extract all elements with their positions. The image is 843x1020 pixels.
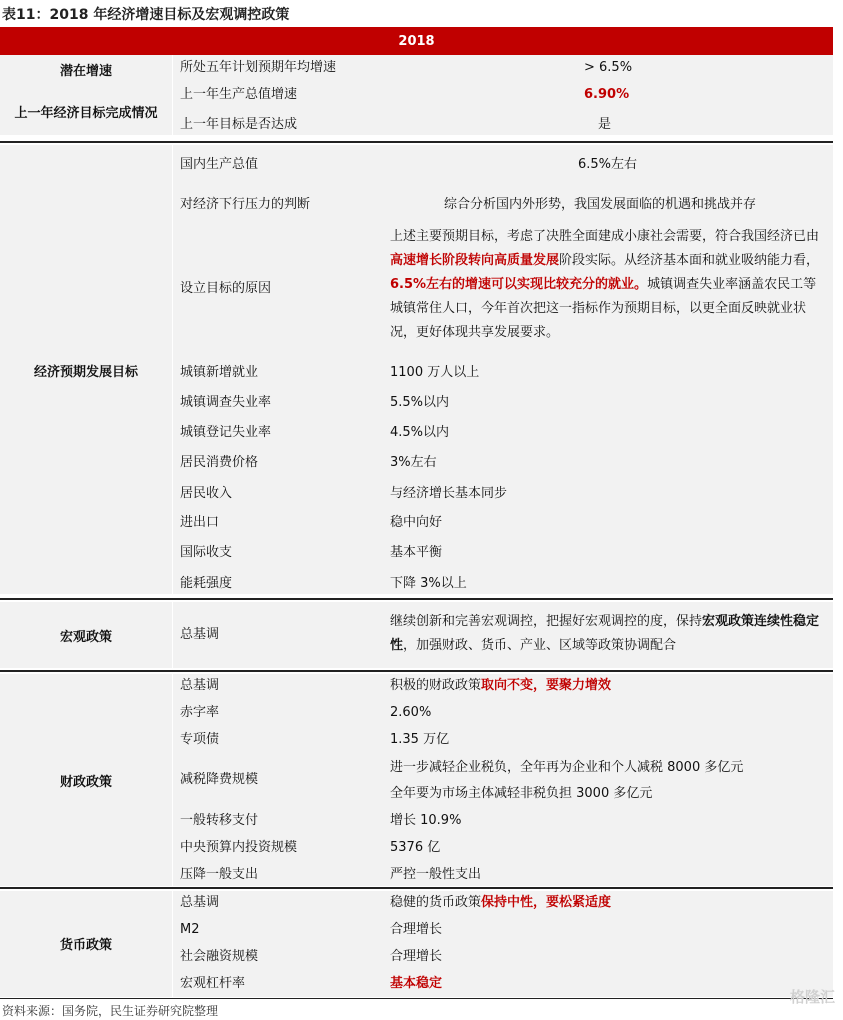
row-value: 基本平衡 bbox=[390, 545, 443, 560]
divider bbox=[0, 141, 833, 143]
reason-key: 设立目标的原因 bbox=[180, 281, 272, 296]
pressure-value: 综合分析国内外形势，我国发展面临的机遇和挑战并存 bbox=[444, 197, 757, 212]
table-title: 表11：2018 年经济增速目标及宏观调控政策 bbox=[2, 7, 290, 23]
section-fiscal-policy bbox=[0, 674, 833, 886]
leverage-key: 宏观杠杆率 bbox=[180, 976, 246, 991]
macro-tone-value bbox=[390, 610, 826, 658]
row-value: 是 bbox=[598, 117, 612, 132]
row-value: 4.5%以内 bbox=[390, 425, 450, 440]
year-banner bbox=[0, 27, 833, 55]
m2-key: M2 bbox=[180, 922, 200, 937]
monetary-tone-text: 稳健的货币政策 bbox=[390, 895, 482, 910]
divider bbox=[0, 670, 833, 672]
tax-value-2: 全年要为市场主体减轻非税负担 3000 多亿元 bbox=[390, 786, 653, 801]
source-footer: 资料来源：国务院，民生证券研究院整理 bbox=[2, 1004, 219, 1018]
divider bbox=[0, 998, 833, 999]
fiscal-tone-key: 总基调 bbox=[180, 678, 220, 693]
row-key: 城镇新增就业 bbox=[180, 365, 259, 380]
row-value: 1100 万人以上 bbox=[390, 365, 480, 380]
tax-value-1: 进一步减轻企业税负，全年再为企业和个人减税 8000 多亿元 bbox=[390, 760, 744, 775]
row-key: 城镇登记失业率 bbox=[180, 425, 272, 440]
section-potential-growth bbox=[0, 55, 833, 135]
row-value: 稳中向好 bbox=[390, 515, 443, 530]
transfer-value: 增长 10.9% bbox=[390, 813, 462, 828]
section-macro-policy bbox=[0, 602, 833, 668]
macro-highlight: 宏观政策连续性稳定性 bbox=[390, 614, 820, 653]
gdp-value: 6.5%左右 bbox=[578, 157, 638, 172]
monetary-tone-value bbox=[390, 894, 611, 912]
divider bbox=[0, 598, 833, 600]
reason-highlight: 高速增长阶段转向高质量发展 bbox=[390, 253, 560, 268]
tsf-key: 社会融资规模 bbox=[180, 949, 259, 964]
m2-value: 合理增长 bbox=[390, 922, 443, 937]
row-value: 5.5%以内 bbox=[390, 395, 450, 410]
transfer-key: 一般转移支付 bbox=[180, 813, 259, 828]
row-key: 居民收入 bbox=[180, 486, 233, 501]
reason-paragraph bbox=[390, 225, 826, 345]
leverage-value: 基本稳定 bbox=[390, 976, 443, 991]
invest-value: 5376 亿 bbox=[390, 840, 441, 855]
macro-text: ，加强财政、货币、产业、区域等政策协调配合 bbox=[403, 638, 677, 653]
year-label: 2018 bbox=[398, 33, 435, 49]
row-key: 上一年目标是否达成 bbox=[180, 117, 298, 132]
row-key: 进出口 bbox=[180, 515, 220, 530]
label-last-year-target: 上一年经济目标完成情况 bbox=[14, 106, 158, 121]
watermark-logo: 格隆汇 bbox=[789, 988, 835, 1006]
row-key: 能耗强度 bbox=[180, 576, 233, 591]
monetary-tone-highlight: 保持中性，要松紧适度 bbox=[481, 895, 612, 910]
divider bbox=[0, 887, 833, 889]
fiscal-tone-text: 积极的财政政策 bbox=[390, 678, 482, 693]
row-key: 所处五年计划预期年均增速 bbox=[180, 60, 337, 75]
bond-key: 专项债 bbox=[180, 732, 220, 747]
tsf-value: 合理增长 bbox=[390, 949, 443, 964]
row-value: 下降 3%以上 bbox=[390, 576, 467, 591]
reason-text: 阶段实际。从经济基本面和就业吸纳能力看， bbox=[559, 253, 820, 268]
row-value: 与经济增长基本同步 bbox=[390, 486, 508, 501]
label-potential-growth: 潜在增速 bbox=[59, 64, 112, 79]
label-macro-policy: 宏观政策 bbox=[59, 630, 112, 645]
section-economic-targets bbox=[0, 145, 833, 594]
fiscal-tone-value bbox=[390, 677, 611, 695]
bond-value: 1.35 万亿 bbox=[390, 732, 450, 747]
macro-tone-key: 总基调 bbox=[180, 627, 220, 642]
pressure-key: 对经济下行压力的判断 bbox=[180, 197, 311, 212]
label-monetary-policy: 货币政策 bbox=[59, 938, 112, 953]
section-monetary-policy bbox=[0, 891, 833, 997]
gdp-key: 国内生产总值 bbox=[180, 157, 259, 172]
spend-value: 严控一般性支出 bbox=[390, 867, 482, 882]
label-economic-targets: 经济预期发展目标 bbox=[33, 365, 138, 380]
invest-key: 中央预算内投资规模 bbox=[180, 840, 298, 855]
row-key: 居民消费价格 bbox=[180, 455, 259, 470]
row-key: 国际收支 bbox=[180, 545, 233, 560]
row-value: 3%左右 bbox=[390, 455, 437, 470]
macro-text: 继续创新和完善宏观调控，把握好宏观调控的度，保持 bbox=[390, 614, 703, 629]
row-value: > 6.5% bbox=[584, 60, 633, 75]
reason-text: 上述主要预期目标，考虑了决胜全面建成小康社会需要，符合我国经济已由 bbox=[390, 229, 820, 244]
tax-key: 减税降费规模 bbox=[180, 772, 259, 787]
row-key: 城镇调查失业率 bbox=[180, 395, 272, 410]
reason-highlight: 6.5%左右的增速可以实现比较充分的就业。 bbox=[390, 277, 648, 292]
fiscal-tone-highlight: 取向不变，要聚力增效 bbox=[481, 678, 612, 693]
monetary-tone-key: 总基调 bbox=[180, 895, 220, 910]
row-value: 6.90% bbox=[584, 87, 630, 102]
spend-key: 压降一般支出 bbox=[180, 867, 259, 882]
deficit-value: 2.60% bbox=[390, 705, 432, 720]
deficit-key: 赤字率 bbox=[180, 705, 220, 720]
reason-text: 城镇调查失业率涵盖农民工等城镇常住人口，今年首次把这一指标作为预期目标，以更全面反映就业状况，更好体现共享发展要求。 bbox=[390, 277, 817, 340]
row-key: 上一年生产总值增速 bbox=[180, 87, 298, 102]
label-fiscal-policy: 财政政策 bbox=[59, 775, 112, 790]
